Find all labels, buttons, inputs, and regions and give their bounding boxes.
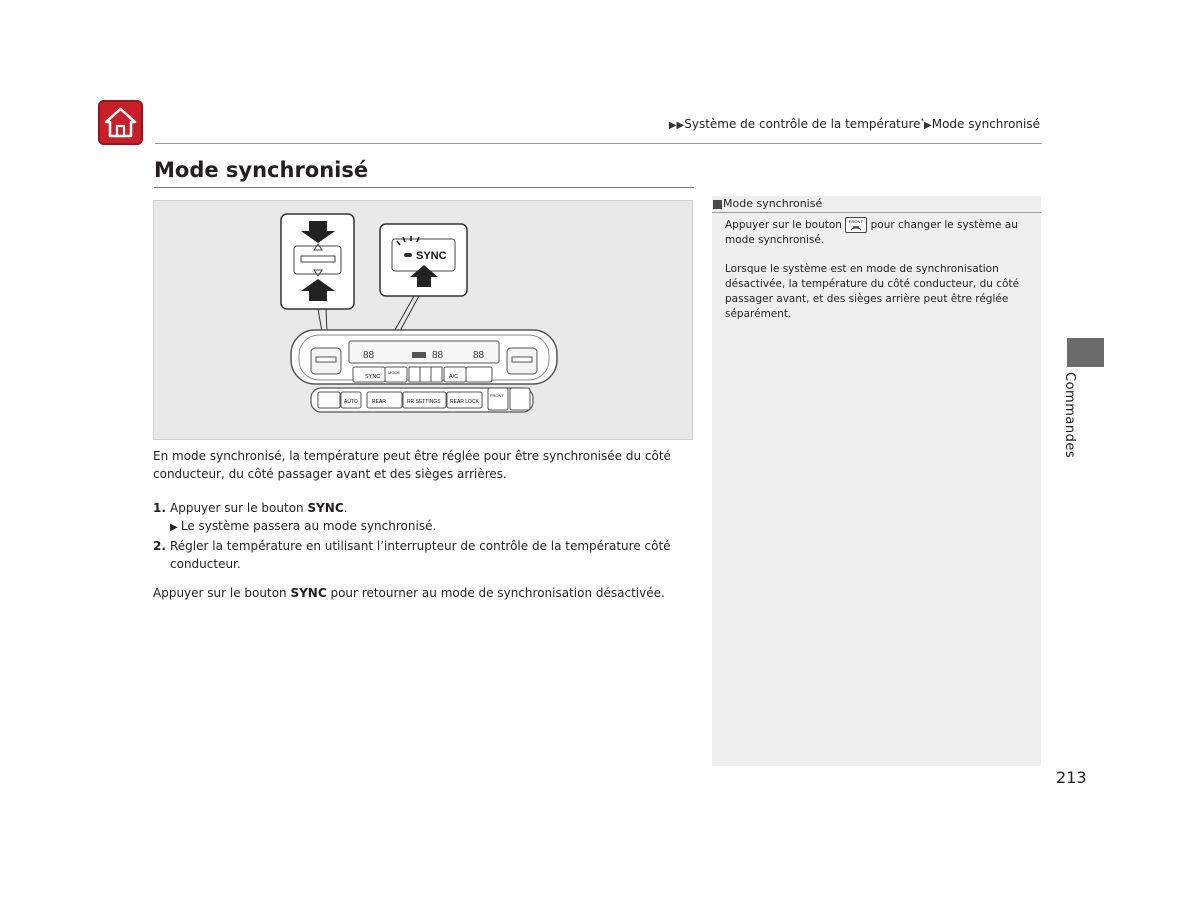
title-divider bbox=[154, 187, 694, 188]
display-right-value: 88 bbox=[473, 350, 485, 361]
chapter-tab-label[interactable]: Commandes bbox=[1062, 372, 1077, 459]
temperature-switch-callout bbox=[281, 214, 354, 309]
note-marker-icon bbox=[713, 200, 722, 209]
climate-control-panel bbox=[291, 330, 557, 412]
breadcrumb-current: Mode synchronisé bbox=[931, 117, 1040, 131]
sidebar-note-2: Lorsque le système est en mode de synchronisation désactivée, la température du côté conducteur, du côté passager avant, et des sièges arrière peut être réglée séparément. bbox=[725, 263, 1020, 320]
header-divider bbox=[155, 143, 1042, 144]
outro-text-b: pour retourner au mode de synchronisation désactivée. bbox=[326, 586, 665, 600]
front-defrost-button-icon bbox=[845, 217, 867, 233]
breadcrumb-asterisk: * bbox=[920, 117, 925, 125]
step-2 bbox=[153, 537, 673, 573]
sidebar-note-1-b: pour changer le système au mode synchronisé. bbox=[725, 219, 1018, 246]
panel-rear-label: REAR bbox=[372, 399, 386, 405]
breadcrumb-arrow-icon: ▶▶ bbox=[668, 120, 685, 131]
home-icon bbox=[103, 105, 138, 140]
panel-sync-label: SYNC bbox=[365, 374, 381, 380]
breadcrumb-arrow-icon: ▶ bbox=[924, 120, 932, 131]
display-left-value: 88 bbox=[363, 350, 375, 361]
steps-list bbox=[153, 499, 673, 573]
home-button[interactable] bbox=[98, 100, 143, 145]
breadcrumb bbox=[669, 117, 1040, 131]
panel-rr-settings-label: RR SETTINGS bbox=[407, 399, 441, 405]
outro-sync-bold: SYNC bbox=[290, 586, 327, 600]
panel-rear-lock-label: REAR LOCK bbox=[450, 399, 479, 405]
page-number: 213 bbox=[1056, 768, 1087, 787]
step-1-text: Appuyer sur le bouton bbox=[170, 501, 308, 515]
breadcrumb-link-temperature[interactable]: Système de contrôle de la température bbox=[684, 117, 921, 131]
panel-mode-label: MODE bbox=[388, 370, 400, 375]
climate-panel-illustration bbox=[153, 200, 693, 440]
step-1-sync-bold: SYNC bbox=[307, 501, 344, 515]
sync-button-callout bbox=[380, 224, 467, 296]
outro-paragraph bbox=[153, 584, 673, 602]
sync-callout-label: SYNC bbox=[416, 250, 447, 262]
step-2-text: Régler la température en utilisant l’interrupteur de contrôle de la température côté conducteur. bbox=[170, 539, 671, 571]
chapter-tab-marker[interactable] bbox=[1067, 338, 1104, 367]
panel-front-label: FRONT bbox=[490, 393, 504, 398]
step-1-number: 1. bbox=[153, 501, 166, 515]
sidebar-note-1 bbox=[725, 217, 1035, 248]
display-mid-value: 88 bbox=[432, 350, 444, 361]
sidebar-note-1-a: Appuyer sur le bouton bbox=[725, 219, 842, 231]
step-1-result bbox=[153, 517, 673, 537]
front-icon-label: FRONT bbox=[849, 219, 864, 224]
outro-text-a: Appuyer sur le bouton bbox=[153, 586, 291, 600]
result-arrow-icon: ▶ bbox=[170, 522, 181, 533]
panel-auto-label: AUTO bbox=[344, 399, 358, 405]
page-title: Mode synchronisé bbox=[154, 158, 369, 182]
step-1 bbox=[153, 499, 673, 517]
step-2-number: 2. bbox=[153, 539, 166, 553]
intro-paragraph: En mode synchronisé, la température peut être réglée pour être synchronisée du côté conducteur, du côté passager avant et des sièges arrières. bbox=[153, 449, 671, 481]
step-1-period: . bbox=[343, 501, 348, 515]
step-1-result-text: Le système passera au mode synchronisé. bbox=[180, 519, 437, 533]
sidebar-heading-text: Mode synchronisé bbox=[723, 197, 823, 210]
panel-ac-label: A/C bbox=[449, 374, 459, 380]
sidebar-heading bbox=[712, 196, 1041, 213]
